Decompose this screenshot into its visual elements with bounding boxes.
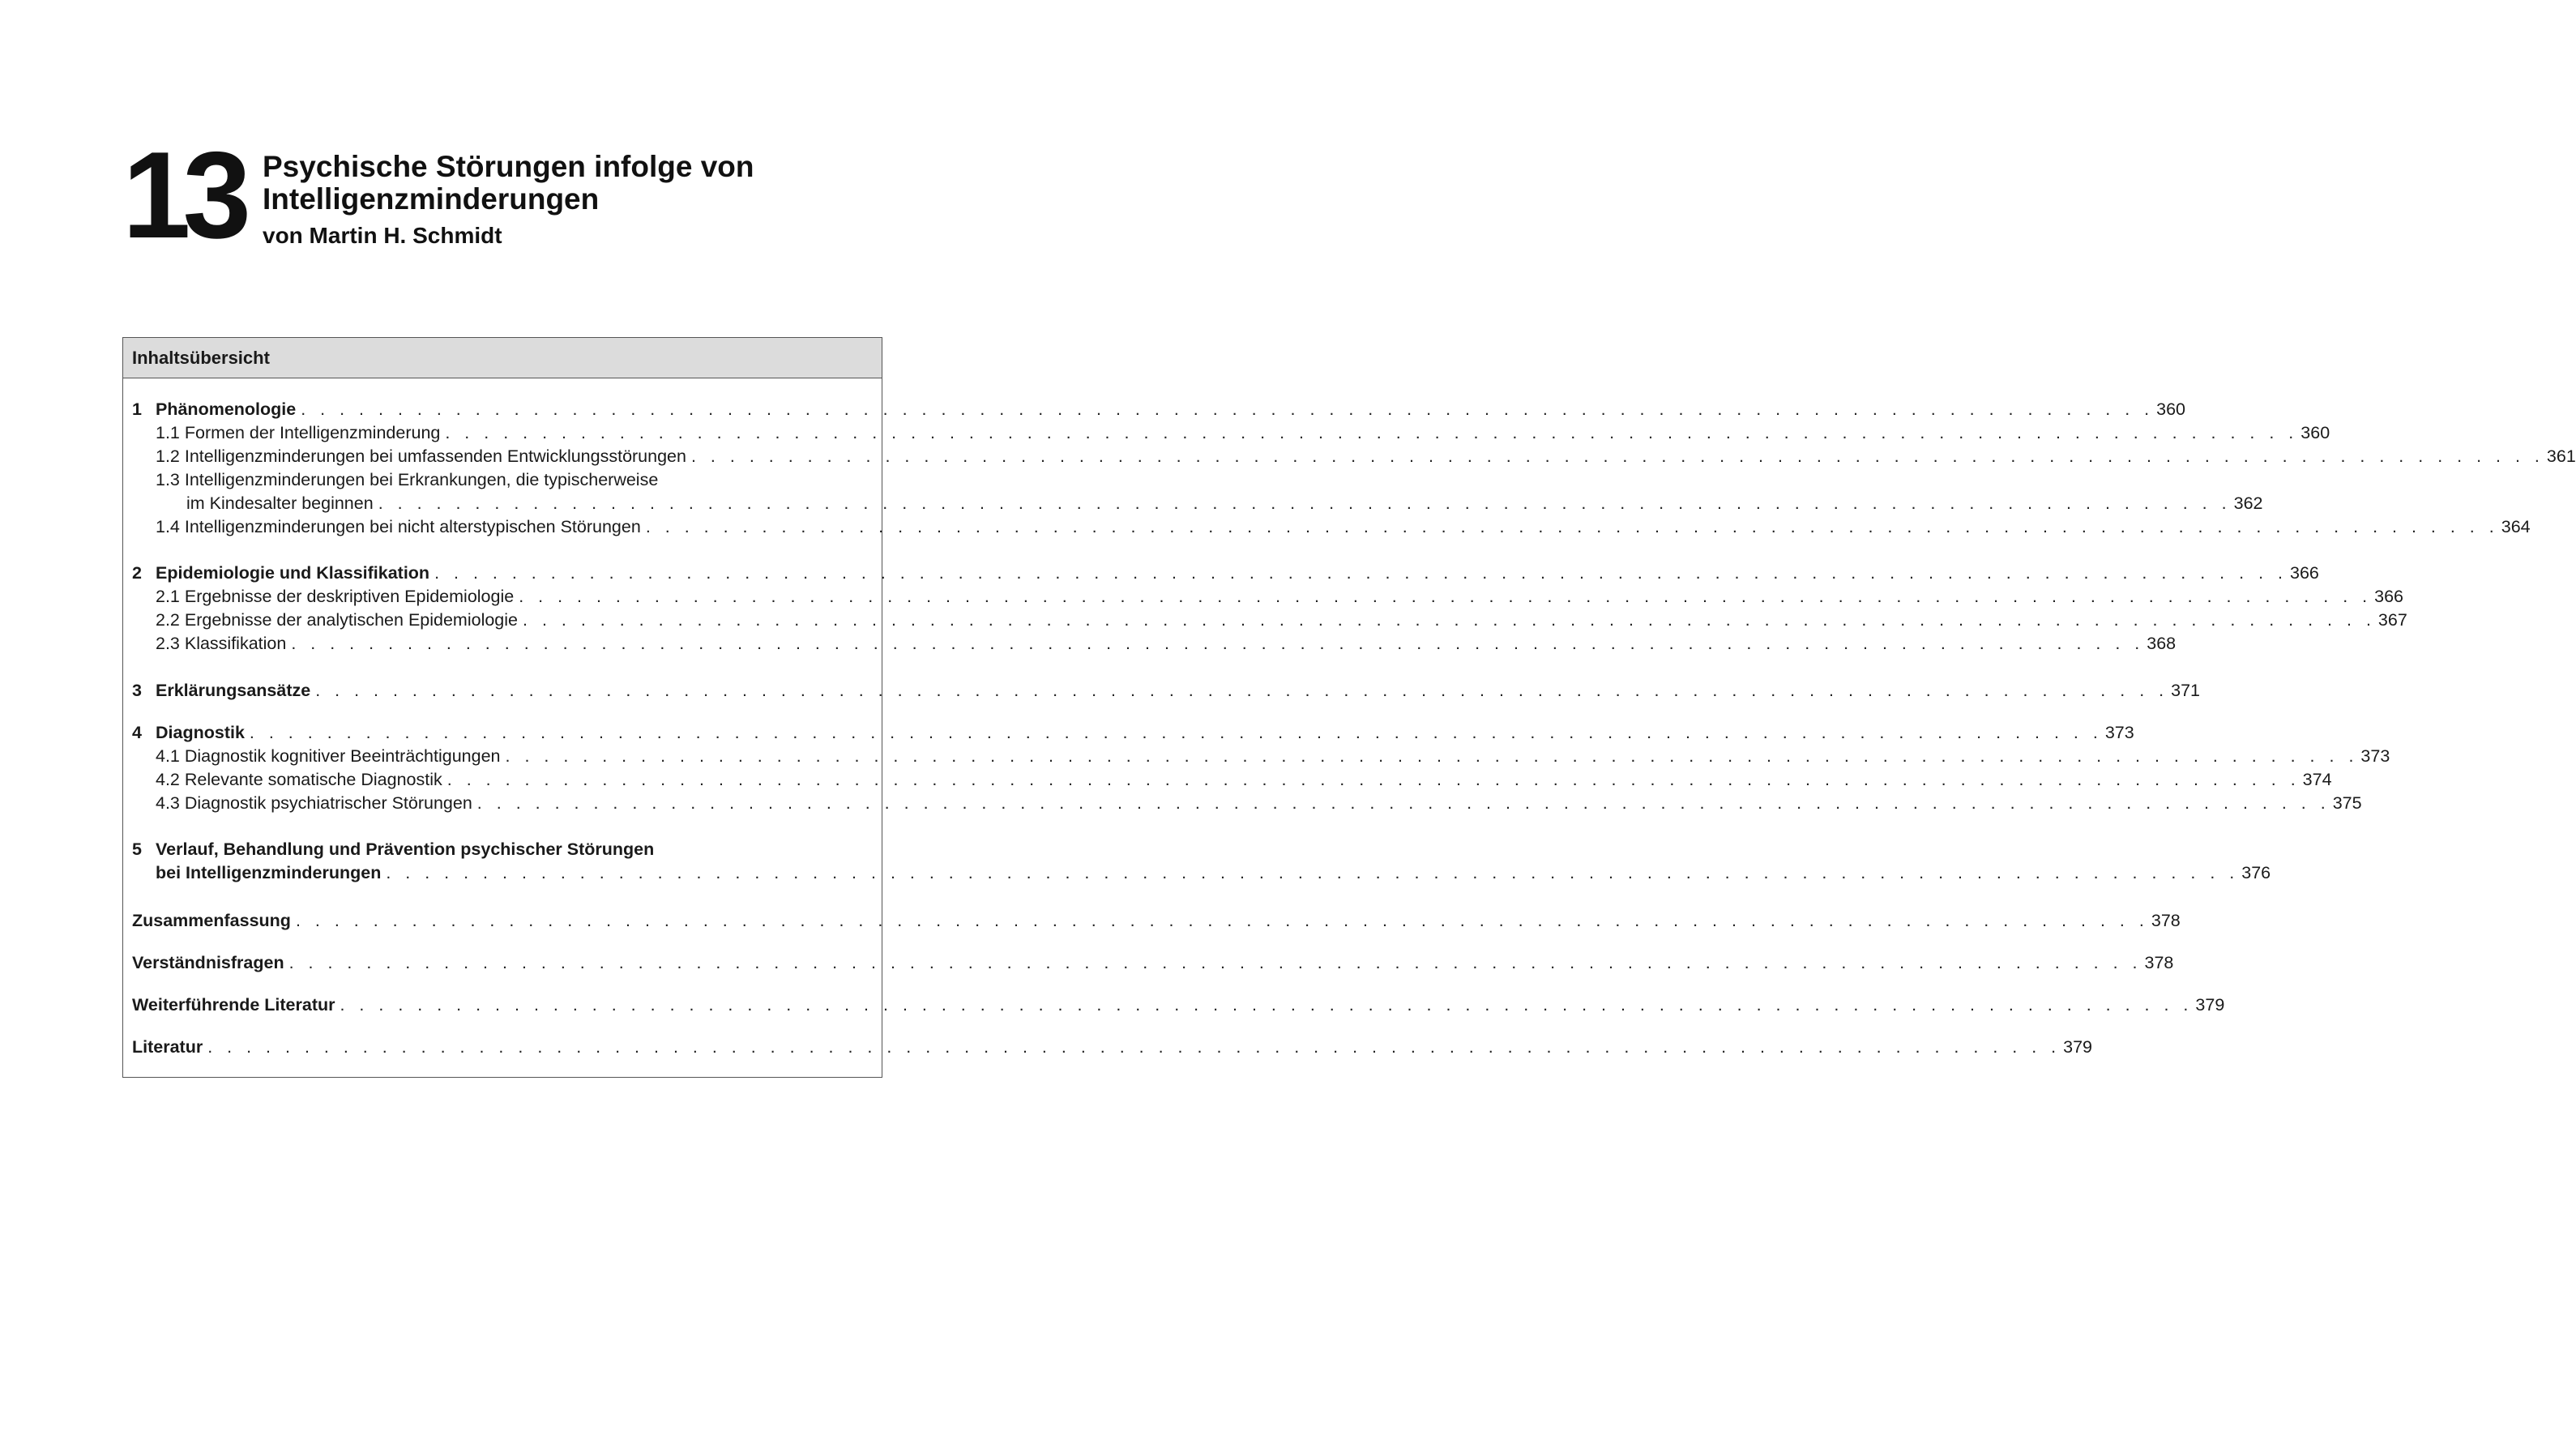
toc-entry-label: Verlauf, Behandlung und Prävention psychischer Störungen <box>156 839 655 859</box>
toc-entry-page: 360 <box>2300 423 2330 442</box>
toc-entry-label: Weiterführende Literatur <box>132 995 335 1015</box>
toc-entry-number: 2 <box>132 563 142 583</box>
toc-dot-leader: . . . . . . . . . . . . . . . . . . . . . . . . . . . . . . . . . . . . . . . . . . . . . . . . . . . . . . . . . . . . . . . . . . . . . . . . . . . . . . . . . . . . . . . . . . . . . . . . <box>291 634 2145 653</box>
toc-entry-label: 2.2 Ergebnisse der analytischen Epidemiologie <box>156 610 518 630</box>
toc-entry-label: 1.4 Intelligenzminderungen bei nicht alterstypischen Störungen <box>156 517 641 536</box>
toc-entry-label: Literatur <box>132 1037 203 1057</box>
toc-entry-page: 376 <box>2241 863 2271 882</box>
toc-entry-label: Erklärungsansätze <box>156 681 311 700</box>
toc-entry-label: Diagnostik <box>156 723 245 742</box>
toc-entry-label: Epidemiologie und Klassifikation <box>156 563 430 583</box>
toc-entry-4-2[interactable] <box>123 768 2332 791</box>
toc-entry-page: 379 <box>2063 1037 2093 1057</box>
toc-entry-page: 360 <box>2156 399 2186 419</box>
toc-entry-2-3[interactable] <box>123 632 2177 655</box>
toc-entry-3[interactable] <box>123 679 2200 702</box>
toc-entry-page: 375 <box>2332 793 2362 813</box>
chapter-number: 13 <box>122 126 244 264</box>
toc-entry-verstaendnisfragen[interactable] <box>123 951 2174 974</box>
toc-dot-leader: . . . . . . . . . . . . . . . . . . . . . . . . . . . . . . . . . . . . . . . . . . . . . . . . . . . . . . . . . . . . . . . . . . . . . . . . . . . . . . . . . . . . . . . . . . . . . . . . <box>386 863 2240 882</box>
chapter-title-line-1: Psychische Störungen infolge von <box>263 150 754 183</box>
toc-entry-label: im Kindesalter beginnen <box>186 493 374 513</box>
toc-dot-leader: . . . . . . . . . . . . . . . . . . . . . . . . . . . . . . . . . . . . . . . . . . . . . . . . . . . . . . . . . . . . . . . . . . . . . . . . . . . . . . . . . . . . . . . . . . . . . . . . <box>249 723 2103 742</box>
toc-entry-1[interactable] <box>123 398 2186 421</box>
toc-entry-page: 362 <box>2233 493 2263 513</box>
toc-entry-page: 378 <box>2144 953 2174 972</box>
toc-dot-leader: . . . . . . . . . . . . . . . . . . . . . . . . . . . . . . . . . . . . . . . . . . . . . . . . . . . . . . . . . . . . . . . . . . . . . . . . . . . . . . . . . . . . . . . . . . . . . . . . <box>340 995 2194 1015</box>
toc-entry-4-3[interactable] <box>123 792 2362 814</box>
toc-entry-page: 366 <box>2374 587 2403 606</box>
toc-dot-leader: . . . . . . . . . . . . . . . . . . . . . . . . . . . . . . . . . . . . . . . . . . . . . . . . . . . . . . . . . . . . . . . . . . . . . . . . . . . . . . . . . . . . . . . . . . . . . . . . <box>476 793 2330 813</box>
toc-entry-zusammenfassung[interactable] <box>123 909 2181 932</box>
toc-entry-literatur[interactable] <box>123 1036 2093 1058</box>
toc-entry-5[interactable] <box>123 838 882 861</box>
table-of-contents <box>122 337 2576 1078</box>
toc-entry-number: 1 <box>132 399 142 419</box>
toc-entry-page: 364 <box>2501 517 2531 536</box>
toc-entry-number: 4 <box>132 723 142 742</box>
toc-dot-leader: . . . . . . . . . . . . . . . . . . . . . . . . . . . . . . . . . . . . . . . . . . . . . . . . . . . . . . . . . . . . . . . . . . . . . . . . . . . . . . . . . . . . . . . . . . . . . . . . <box>445 423 2299 442</box>
toc-entry-1-2[interactable] <box>123 445 2576 468</box>
toc-dot-leader: . . . . . . . . . . . . . . . . . . . . . . . . . . . . . . . . . . . . . . . . . . . . . . . . . . . . . . . . . . . . . . . . . . . . . . . . . . . . . . . . . . . . . . . . . . . . . . . . <box>523 610 2376 630</box>
chapter-author: von Martin H. Schmidt <box>263 223 502 248</box>
toc-entry-label: 4.2 Relevante somatische Diagnostik <box>156 770 442 789</box>
toc-entry-page: 367 <box>2377 610 2407 630</box>
toc-entry-label: Zusammenfassung <box>132 911 291 930</box>
toc-entry-page: 373 <box>2360 746 2390 766</box>
toc-dot-leader: . . . . . . . . . . . . . . . . . . . . . . . . . . . . . . . . . . . . . . . . . . . . . . . . . . . . . . . . . . . . . . . . . . . . . . . . . . . . . . . . . . . . . . . . . . . . . . . . <box>519 587 2373 606</box>
toc-entry-2[interactable] <box>123 562 2319 584</box>
toc-entry-page: 366 <box>2290 563 2319 583</box>
toc-dot-leader: . . . . . . . . . . . . . . . . . . . . . . . . . . . . . . . . . . . . . . . . . . . . . . . . . . . . . . . . . . . . . . . . . . . . . . . . . . . . . . . . . . . . . . . . . . . . . . . . <box>378 493 2232 513</box>
toc-entry-label: 4.1 Diagnostik kognitiver Beeinträchtigungen <box>156 746 501 766</box>
toc-entry-label: Verständnisfragen <box>132 953 284 972</box>
toc-dot-leader: . . . . . . . . . . . . . . . . . . . . . . . . . . . . . . . . . . . . . . . . . . . . . . . . . . . . . . . . . . . . . . . . . . . . . . . . . . . . . . . . . . . . . . . . . . . . . . . . <box>446 770 2300 789</box>
toc-dot-leader: . . . . . . . . . . . . . . . . . . . . . . . . . . . . . . . . . . . . . . . . . . . . . . . . . . . . . . . . . . . . . . . . . . . . . . . . . . . . . . . . . . . . . . . . . . . . . . . . <box>288 953 2142 972</box>
toc-entry-page: 371 <box>2171 681 2200 700</box>
toc-entry-label: 1.3 Intelligenzminderungen bei Erkrankungen, die typischerweise <box>156 470 659 489</box>
toc-entry-label: 4.3 Diagnostik psychiatrischer Störungen <box>156 793 472 813</box>
toc-entry-page: 374 <box>2302 770 2332 789</box>
chapter-title-line-2: Intelligenzminderungen <box>263 182 600 216</box>
toc-entry-page: 361 <box>2546 446 2576 466</box>
toc-dot-leader: . . . . . . . . . . . . . . . . . . . . . . . . . . . . . . . . . . . . . . . . . . . . . . . . . . . . . . . . . . . . . . . . . . . . . . . . . . . . . . . . . . . . . . . . . . . . . . . . <box>295 911 2149 930</box>
toc-entry-page: 379 <box>2195 995 2225 1015</box>
toc-entry-label: 2.3 Klassifikation <box>156 634 287 653</box>
toc-entry-page: 373 <box>2104 723 2134 742</box>
toc-entry-number: 5 <box>132 839 142 859</box>
toc-heading: Inhaltsübersicht <box>123 338 882 378</box>
toc-entry-2-1[interactable] <box>123 585 2403 608</box>
toc-dot-leader: . . . . . . . . . . . . . . . . . . . . . . . . . . . . . . . . . . . . . . . . . . . . . . . . . . . . . . . . . . . . . . . . . . . . . . . . . . . . . . . . . . . . . . . . . . . . . . . . <box>690 446 2544 466</box>
toc-dot-leader: . . . . . . . . . . . . . . . . . . . . . . . . . . . . . . . . . . . . . . . . . . . . . . . . . . . . . . . . . . . . . . . . . . . . . . . . . . . . . . . . . . . . . . . . . . . . . . . . <box>315 681 2169 700</box>
toc-entry-label: Phänomenologie <box>156 399 297 419</box>
toc-entry-label: 1.1 Formen der Intelligenzminderung <box>156 423 441 442</box>
toc-entry-label: 1.2 Intelligenzminderungen bei umfassenden Entwicklungsstörungen <box>156 446 686 466</box>
toc-entry-1-3-continued[interactable] <box>123 492 2263 515</box>
toc-entry-4[interactable] <box>123 721 2134 744</box>
toc-dot-leader: . . . . . . . . . . . . . . . . . . . . . . . . . . . . . . . . . . . . . . . . . . . . . . . . . . . . . . . . . . . . . . . . . . . . . . . . . . . . . . . . . . . . . . . . . . . . . . . . <box>505 746 2359 766</box>
toc-dot-leader: . . . . . . . . . . . . . . . . . . . . . . . . . . . . . . . . . . . . . . . . . . . . . . . . . . . . . . . . . . . . . . . . . . . . . . . . . . . . . . . . . . . . . . . . . . . . . . . . <box>207 1037 2061 1057</box>
toc-entry-label: 2.1 Ergebnisse der deskriptiven Epidemiologie <box>156 587 515 606</box>
toc-dot-leader: . . . . . . . . . . . . . . . . . . . . . . . . . . . . . . . . . . . . . . . . . . . . . . . . . . . . . . . . . . . . . . . . . . . . . . . . . . . . . . . . . . . . . . . . . . . . . . . . <box>434 563 2288 583</box>
toc-dot-leader: . . . . . . . . . . . . . . . . . . . . . . . . . . . . . . . . . . . . . . . . . . . . . . . . . . . . . . . . . . . . . . . . . . . . . . . . . . . . . . . . . . . . . . . . . . . . . . . . <box>301 399 2155 419</box>
toc-entry-1-4[interactable] <box>123 515 2531 538</box>
toc-entry-page: 368 <box>2147 634 2177 653</box>
toc-entry-2-2[interactable] <box>123 609 2407 631</box>
toc-entry-4-1[interactable] <box>123 745 2390 767</box>
toc-entry-page: 378 <box>2151 911 2181 930</box>
chapter-title <box>263 151 754 216</box>
toc-entry-weiterfuehrende-literatur[interactable] <box>123 993 2225 1016</box>
toc-dot-leader: . . . . . . . . . . . . . . . . . . . . . . . . . . . . . . . . . . . . . . . . . . . . . . . . . . . . . . . . . . . . . . . . . . . . . . . . . . . . . . . . . . . . . . . . . . . . . . . . <box>645 517 2499 536</box>
toc-entry-1-1[interactable] <box>123 421 2330 444</box>
toc-entry-number: 3 <box>132 681 142 700</box>
toc-entry-label: bei Intelligenzminderungen <box>156 863 382 882</box>
toc-entry-1-3[interactable] <box>123 468 882 491</box>
toc-entry-5-continued[interactable] <box>123 861 2271 884</box>
